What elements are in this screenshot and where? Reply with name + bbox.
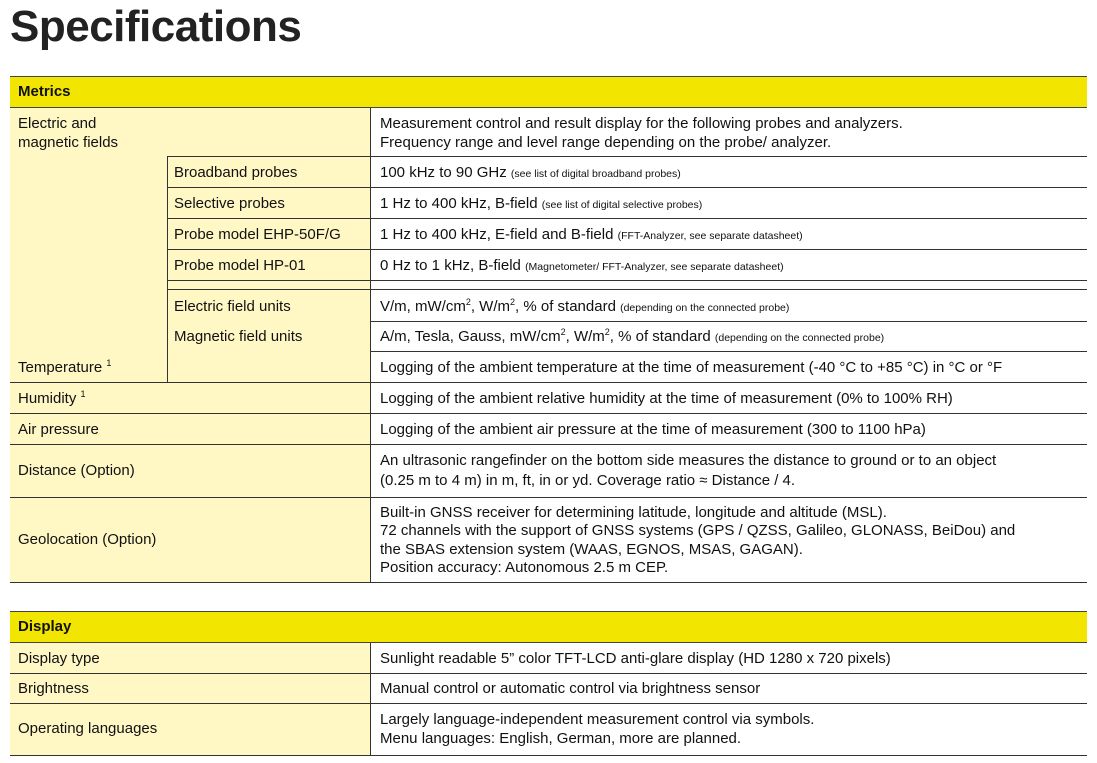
column-divider [370,643,371,755]
row-divider [167,280,1087,281]
row-divider [10,497,1087,498]
row-divider [370,321,1087,322]
table-bottom-rule [10,755,1087,756]
column-divider [370,108,371,582]
languages-value-line-2: Menu languages: English, German, more are planned. [380,730,742,747]
column-divider [167,156,168,382]
probe-label: Probe model HP-01 [174,257,306,274]
humidity-value: Logging of the ambient relative humidity at the time of measurement (0% to 100% RH) [380,390,953,407]
temperature-value: Logging of the ambient temperature at the time of measurement (-40 °C to +85 °C) in °C or °F [380,359,1003,376]
probe-value-text: 100 kHz to 90 GHz [380,164,507,181]
air-pressure-value: Logging of the ambient air pressure at the time of measurement (300 to 1100 hPa) [380,421,926,438]
geolocation-value-line-4: Position accuracy: Autonomous 2.5 m CEP. [380,559,669,576]
probe-value-text: 1 Hz to 400 kHz, E-field and B-field [380,226,614,243]
distance-label: Distance (Option) [18,462,135,479]
row-divider [167,249,1087,250]
footnote-marker: 1 [80,389,86,399]
probe-value [380,225,803,246]
probe-value-text: 0 Hz to 1 kHz, B-field [380,257,521,274]
row-divider [167,156,1087,157]
footnote-marker: 1 [106,358,112,368]
display-header: Display [10,611,1087,643]
probe-value [380,194,702,215]
display-type-label: Display type [18,650,100,667]
probe-label: Probe model EHP-50F/G [174,226,341,243]
brightness-value: Manual control or automatic control via brightness sensor [380,680,761,697]
distance-value-line-2: (0.25 m to 4 m) in m, ft, in or yd. Coverage ratio ≈ Distance / 4. [380,472,796,489]
row-divider [10,703,1087,704]
fields-desc-line-2: Frequency range and level range depending on the probe/ analyzer. [380,134,832,151]
geolocation-value-line-1: Built-in GNSS receiver for determining latitude, longitude and altitude (MSL). [380,504,887,521]
row-divider [10,673,1087,674]
languages-label: Operating languages [18,720,158,737]
probe-note: (FFT-Analyzer, see separate datasheet) [617,230,803,242]
distance-value-line-1: An ultrasonic rangefinder on the bottom side measures the distance to ground or to an object [380,452,997,469]
magnetic-units-label: Magnetic field units [174,328,303,345]
fields-label-line-2: magnetic fields [18,134,119,151]
temperature-label: Temperature $^1$ [18,358,112,376]
probe-label: Broadband probes [174,164,298,181]
fields-desc-line-1: Measurement control and result display for the following probes and analyzers. [380,115,903,132]
electric-units-label: Electric field units [174,298,291,315]
probe-note: (Magnetometer/ FFT-Analyzer, see separate datasheet) [525,261,784,273]
table-bottom-rule [10,582,1087,583]
row-divider [167,218,1087,219]
humidity-label: Humidity $^1$ [18,389,86,407]
row-divider [10,413,1087,414]
metrics-header: Metrics [10,76,1087,108]
fields-label-line-1: Electric and [18,115,97,132]
probe-value [380,163,681,184]
row-divider [10,382,1087,383]
probe-value [380,256,784,277]
probe-value-text: 1 Hz to 400 kHz, B-field [380,195,538,212]
display-type-value: Sunlight readable 5” color TFT-LCD anti-glare display (HD 1280 x 720 pixels) [380,650,891,667]
row-divider [370,351,1087,352]
probe-label: Selective probes [174,195,285,212]
magnetic-units-value: A/m, Tesla, Gauss, $mW/cm^2$, $W/m^2$, % of standard (depending on the connected probe) [380,327,885,345]
row-divider [167,187,1087,188]
probe-note: (see list of digital broadband probes) [510,168,681,180]
electric-units-value: V/m, $mW/cm^2$, $W/m^2$, % of standard (depending on the connected probe) [380,297,790,315]
air-pressure-label: Air pressure [18,421,99,438]
row-divider [10,444,1087,445]
metrics-label-bg [10,382,370,582]
row-divider [167,289,1087,290]
geolocation-value-line-2: 72 channels with the support of GNSS systems (GPS / QZSS, Galileo, GLONASS, BeiDou) and [380,522,1016,539]
probe-note: (see list of digital selective probes) [541,199,703,211]
brightness-label: Brightness [18,680,89,697]
page-title: Specifications [10,2,302,51]
languages-value-line-1: Largely language-independent measurement control via symbols. [380,711,815,728]
geolocation-value-line-3: the SBAS extension system (WAAS, EGNOS, MSAS, GAGAN). [380,541,803,558]
geolocation-label: Geolocation (Option) [18,531,157,548]
